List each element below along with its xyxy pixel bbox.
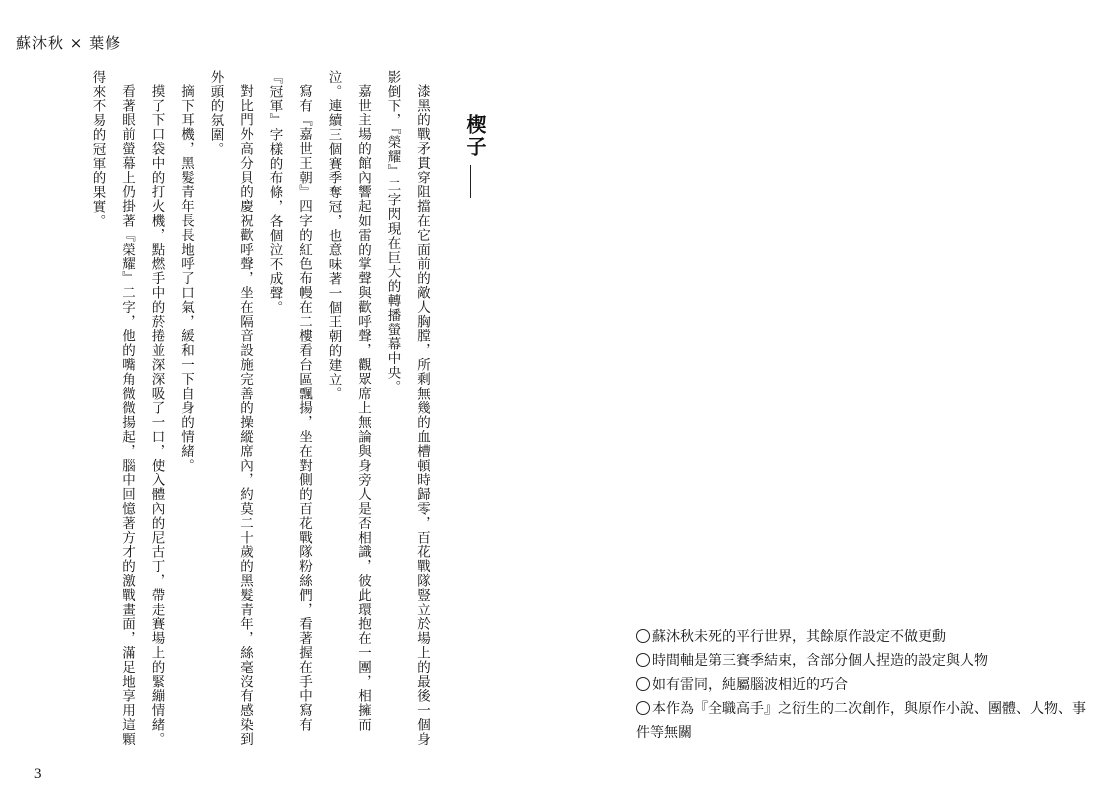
body-paragraph: 摸了下口袋中的打火機，點燃手中的菸捲並深深吸了一口，使入體內的尼古丁，帶走賽場上的緊繃情緒。 — [148, 83, 165, 746]
page-number: 3 — [34, 766, 42, 782]
body-paragraph: 嘉世主場的館內響起如雷的掌聲與歡呼聲，觀眾席上無論與身旁人是否相識，彼此環抱在一團，相擁而泣。連續三個賽季奪冠，也意味著一個王朝的建立。 — [325, 70, 371, 732]
circle-bullet-icon — [636, 701, 650, 715]
circle-bullet-icon — [636, 629, 650, 643]
note-item — [636, 673, 1096, 697]
circle-bullet-icon — [636, 653, 650, 667]
circle-bullet-icon — [636, 677, 650, 691]
vertical-body-text — [48, 70, 436, 750]
body-paragraph: 看著眼前螢幕上仍掛著『榮耀』二字，他的嘴角微微揚起，腦中回憶著方才的激戰畫面，滿足地享用這顆得來不易的冠軍的果實。 — [89, 70, 135, 746]
note-text: 如有雷同，純屬腦波相近的巧合 — [652, 677, 848, 693]
body-paragraph: 對比門外高分貝的慶祝歡呼聲，坐在隔音設施完善的操縱席內，約莫二十歲的黑髮青年，絲毫沒有感染到外頭的氛圍。 — [207, 70, 253, 746]
chapter-title-text: 楔子 — [463, 114, 487, 158]
running-header: 蘇沐秋 × 葉修 — [16, 34, 122, 52]
body-paragraph: 寫有『嘉世王朝』四字的紅色布幔在二樓看台區飄揚，坐在對側的百花戰隊粉絲們，看著握在手中寫有『冠軍』字樣的布條，各個泣不成聲。 — [266, 70, 312, 732]
note-item — [636, 625, 1096, 649]
chapter-title — [458, 114, 490, 204]
note-item — [636, 697, 1096, 745]
note-item — [636, 649, 1096, 673]
note-text: 時間軸是第三賽季結束，含部分個人捏造的設定與人物 — [652, 653, 988, 669]
chapter-title-rule — [470, 165, 471, 198]
note-text: 本作為『全職高手』之衍生的二次創作，與原作小說、團體、人物、事件等無關 — [636, 701, 1086, 741]
body-paragraph: 漆黑的戰矛貫穿阻擋在它面前的敵人胸膛，所剩無幾的血槽頓時歸零，百花戰隊豎立於場上的最後一個身影倒下，『榮耀』二字閃現在巨大的轉播螢幕中央。 — [384, 70, 430, 746]
author-notes — [636, 625, 1096, 745]
note-text: 蘇沐秋未死的平行世界，其餘原作設定不做更動 — [652, 629, 946, 645]
body-paragraph: 摘下耳機，黑髮青年長長地呼了口氣，緩和一下自身的情緒。 — [178, 83, 194, 473]
